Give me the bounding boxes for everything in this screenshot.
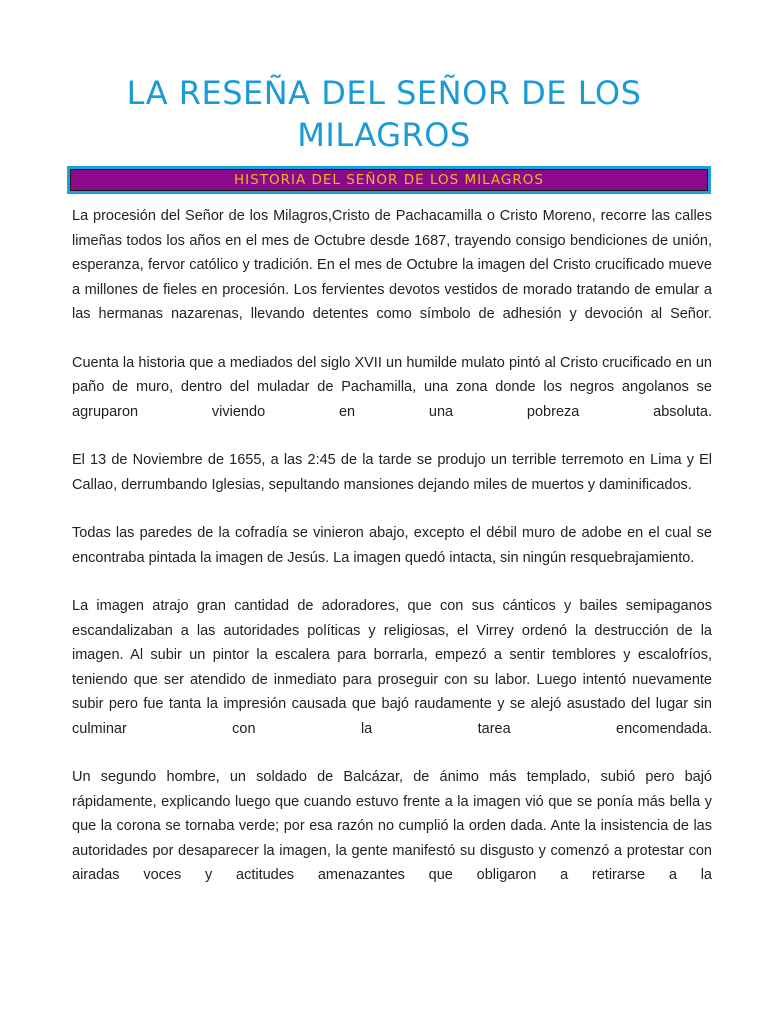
paragraph: El 13 de Noviembre de 1655, a las 2:45 de la tarde se produjo un terrible terremoto en Lima y El Callao, derrumbando Iglesias, sepultando mansiones dejando miles de muertos y daminificados. — [72, 452, 712, 493]
paragraph: Cuenta la historia que a mediados del siglo XVII un humilde mulato pintó al Cristo crucificado en un paño de muro, dentro del muladar de Pachamilla, una zona donde los negros angolanos se agruparon viviendo en una pobreza absoluta. — [72, 354, 712, 420]
document-body — [72, 204, 712, 912]
paragraph: La procesión del Señor de los Milagros,Cristo de Pachacamilla o Cristo Moreno, recorre las calles limeñas todos los años en el mes de Octubre desde 1687, trayendo consigo bendiciones de unión, esperanza, fervor católico y tradición. En el mes de Octubre la imagen del Cristo crucificado mueve a millones de fieles en procesión. Los fervientes devotos vestidos de morado tratando de emular a las hermanas nazarenas, llevando detentes como símbolo de adhesión y devoción al Señor. — [72, 208, 712, 322]
section-banner — [67, 166, 711, 194]
section-banner-fill — [70, 169, 708, 191]
paragraph: Un segundo hombre, un soldado de Balcázar, de ánimo más templado, subió pero bajó rápidamente, explicando luego que cuando estuvo frente a la imagen vió que se ponía más bella y que la corona se tornaba verde; por esa razón no cumplió la orden dada. Ante la insistencia de las autoridades por desaparecer la imagen, la gente manifestó su disgusto y comenzó a protestar con airadas voces y actitudes amenazantes que obligaron a retirarse a la — [72, 769, 712, 883]
paragraph: Todas las paredes de la cofradía se vinieron abajo, excepto el débil muro de adobe en el cual se encontraba pintada la imagen de Jesús. La imagen quedó intacta, sin ningún resquebrajamiento. — [72, 525, 712, 566]
section-banner-text: HISTORIA DEL SEÑOR DE LOS MILAGROS — [234, 172, 544, 188]
document-title: LA RESEÑA DEL SEÑOR DE LOS MILAGROS — [126, 74, 642, 154]
paragraph: La imagen atrajo gran cantidad de adoradores, que con sus cánticos y bailes semipaganos escandalizaban a las autoridades políticas y religiosas, el Virrey ordenó la destrucción de la imagen. Al subir un pintor la escalera para borrarla, empezó a sentir temblores y escalofríos, teniendo que ser atendido de inmediato para proseguir con su labor. Luego intentó nuevamente subir pero fue tanta la impresión causada que bajó raudamente y se alejó asustado del lugar sin culminar con la tarea encomendada. — [72, 598, 712, 737]
